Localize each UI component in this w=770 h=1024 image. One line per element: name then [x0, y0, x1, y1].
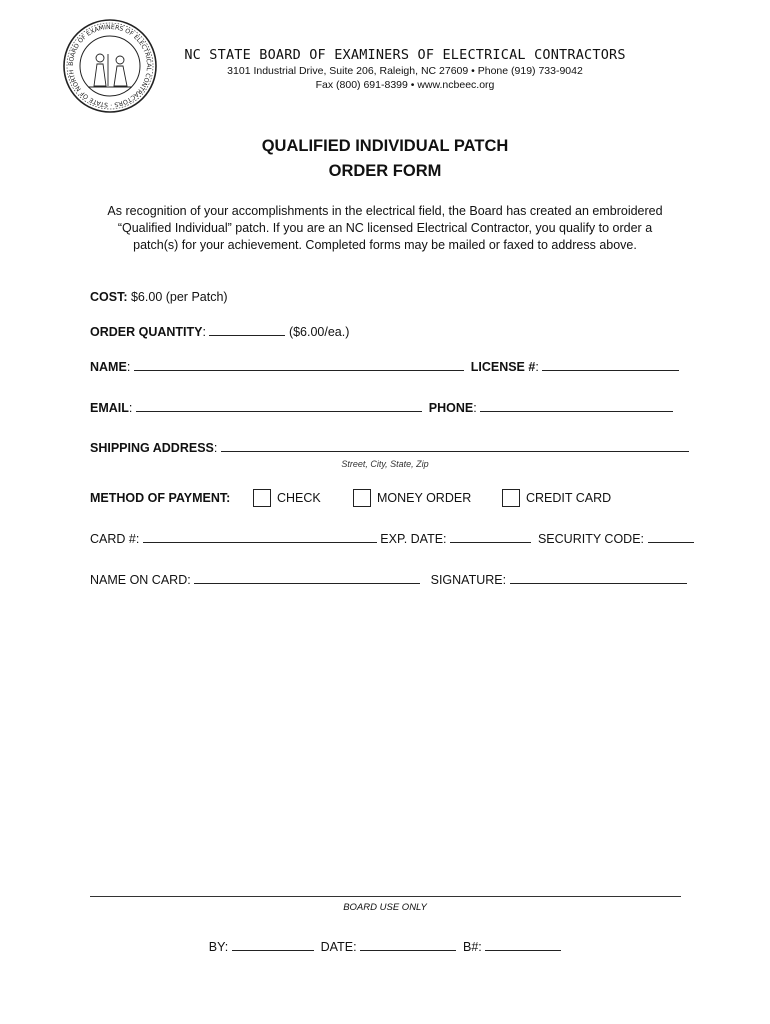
name-on-card-row	[90, 572, 687, 587]
address-line-1: 3101 Industrial Drive, Suite 206, Raleigh, NC 27609 • Phone (919) 733-9042	[227, 65, 583, 77]
cost-label: COST:	[90, 290, 128, 304]
security-code-field[interactable]	[648, 531, 694, 543]
intro-paragraph	[90, 203, 680, 254]
name-on-card-label: NAME ON CARD:	[90, 573, 191, 587]
board-use-row	[0, 939, 770, 954]
card-number-field[interactable]	[143, 531, 377, 543]
date-label: DATE:	[320, 940, 357, 954]
security-label: SECURITY CODE:	[537, 532, 645, 546]
by-label: BY:	[208, 940, 229, 954]
exp-label: EXP. DATE:	[380, 532, 447, 546]
check-label: CHECK	[277, 491, 321, 505]
svg-text:BOARD OF EXAMINERS OF ELECTRIC: BOARD OF EXAMINERS OF ELECTRICAL CONTRACTORS · STATE OF NORTH	[67, 23, 153, 109]
phone-field[interactable]	[480, 400, 673, 412]
license-label: LICENSE #	[470, 360, 536, 374]
credit-card-label: CREDIT CARD	[526, 491, 612, 505]
address-line-2: Fax (800) 691-8399 • www.ncbeec.org	[315, 79, 495, 91]
credit-card-checkbox[interactable]	[502, 489, 520, 507]
cost-value: $6.00 (per Patch)	[130, 290, 228, 304]
shipping-label: SHIPPING ADDRESS	[90, 441, 214, 455]
cost-row	[90, 290, 228, 304]
b-number-field[interactable]	[485, 939, 561, 951]
intro-line-3: patch(s) for your achievement. Completed forms may be mailed or faxed to address above.	[133, 238, 637, 252]
email-row: EMAIL: PHONE:	[90, 400, 673, 415]
form-title-line-1: QUALIFIED INDIVIDUAL PATCH	[261, 137, 509, 155]
seal-graphic	[62, 18, 158, 114]
exp-date-field[interactable]	[450, 531, 531, 543]
intro-line-2: “Qualified Individual” patch. If you are an NC licensed Electrical Contractor, you qualify to order a	[117, 221, 653, 235]
org-name: NC STATE BOARD OF EXAMINERS OF ELECTRICAL CONTRACTORS	[184, 47, 626, 63]
card-row	[90, 531, 694, 546]
signature-label: SIGNATURE:	[430, 573, 507, 587]
board-seal	[62, 18, 158, 114]
name-label: NAME	[90, 360, 127, 374]
check-checkbox[interactable]	[253, 489, 271, 507]
signature-field[interactable]	[510, 572, 687, 584]
quantity-row: ORDER QUANTITY: ($6.00/ea.)	[90, 325, 350, 339]
b-number-label: B#:	[462, 940, 482, 954]
payment-label: METHOD OF PAYMENT:	[90, 491, 231, 505]
phone-label: PHONE	[428, 401, 474, 415]
money-order-label: MONEY ORDER	[377, 491, 472, 505]
shipping-row: SHIPPING ADDRESS:	[90, 440, 689, 455]
payment-option-check[interactable]	[253, 489, 321, 507]
shipping-field[interactable]	[221, 440, 689, 452]
board-use-divider	[90, 896, 681, 897]
org-address	[170, 64, 640, 92]
by-field[interactable]	[232, 939, 314, 951]
shipping-hint: Street, City, State, Zip	[341, 459, 429, 469]
quantity-label: ORDER QUANTITY	[90, 325, 203, 339]
payment-option-money-order[interactable]	[353, 489, 471, 507]
email-field[interactable]	[136, 400, 422, 412]
email-label: EMAIL	[90, 401, 129, 415]
name-field[interactable]	[134, 359, 464, 371]
name-row: NAME: LICENSE #:	[90, 359, 679, 374]
money-order-checkbox[interactable]	[353, 489, 371, 507]
date-field[interactable]	[360, 939, 456, 951]
payment-row	[90, 491, 690, 511]
quantity-note: ($6.00/ea.)	[288, 325, 350, 339]
intro-line-1: As recognition of your accomplishments in the electrical field, the Board has created an embroidered	[107, 204, 663, 218]
quantity-field[interactable]	[209, 324, 285, 336]
license-field[interactable]	[542, 359, 679, 371]
payment-option-credit-card[interactable]	[502, 489, 611, 507]
form-title-line-2: ORDER FORM	[328, 162, 442, 180]
board-use-label: BOARD USE ONLY	[343, 902, 427, 913]
card-label: CARD #:	[90, 532, 140, 546]
name-on-card-field[interactable]	[194, 572, 420, 584]
